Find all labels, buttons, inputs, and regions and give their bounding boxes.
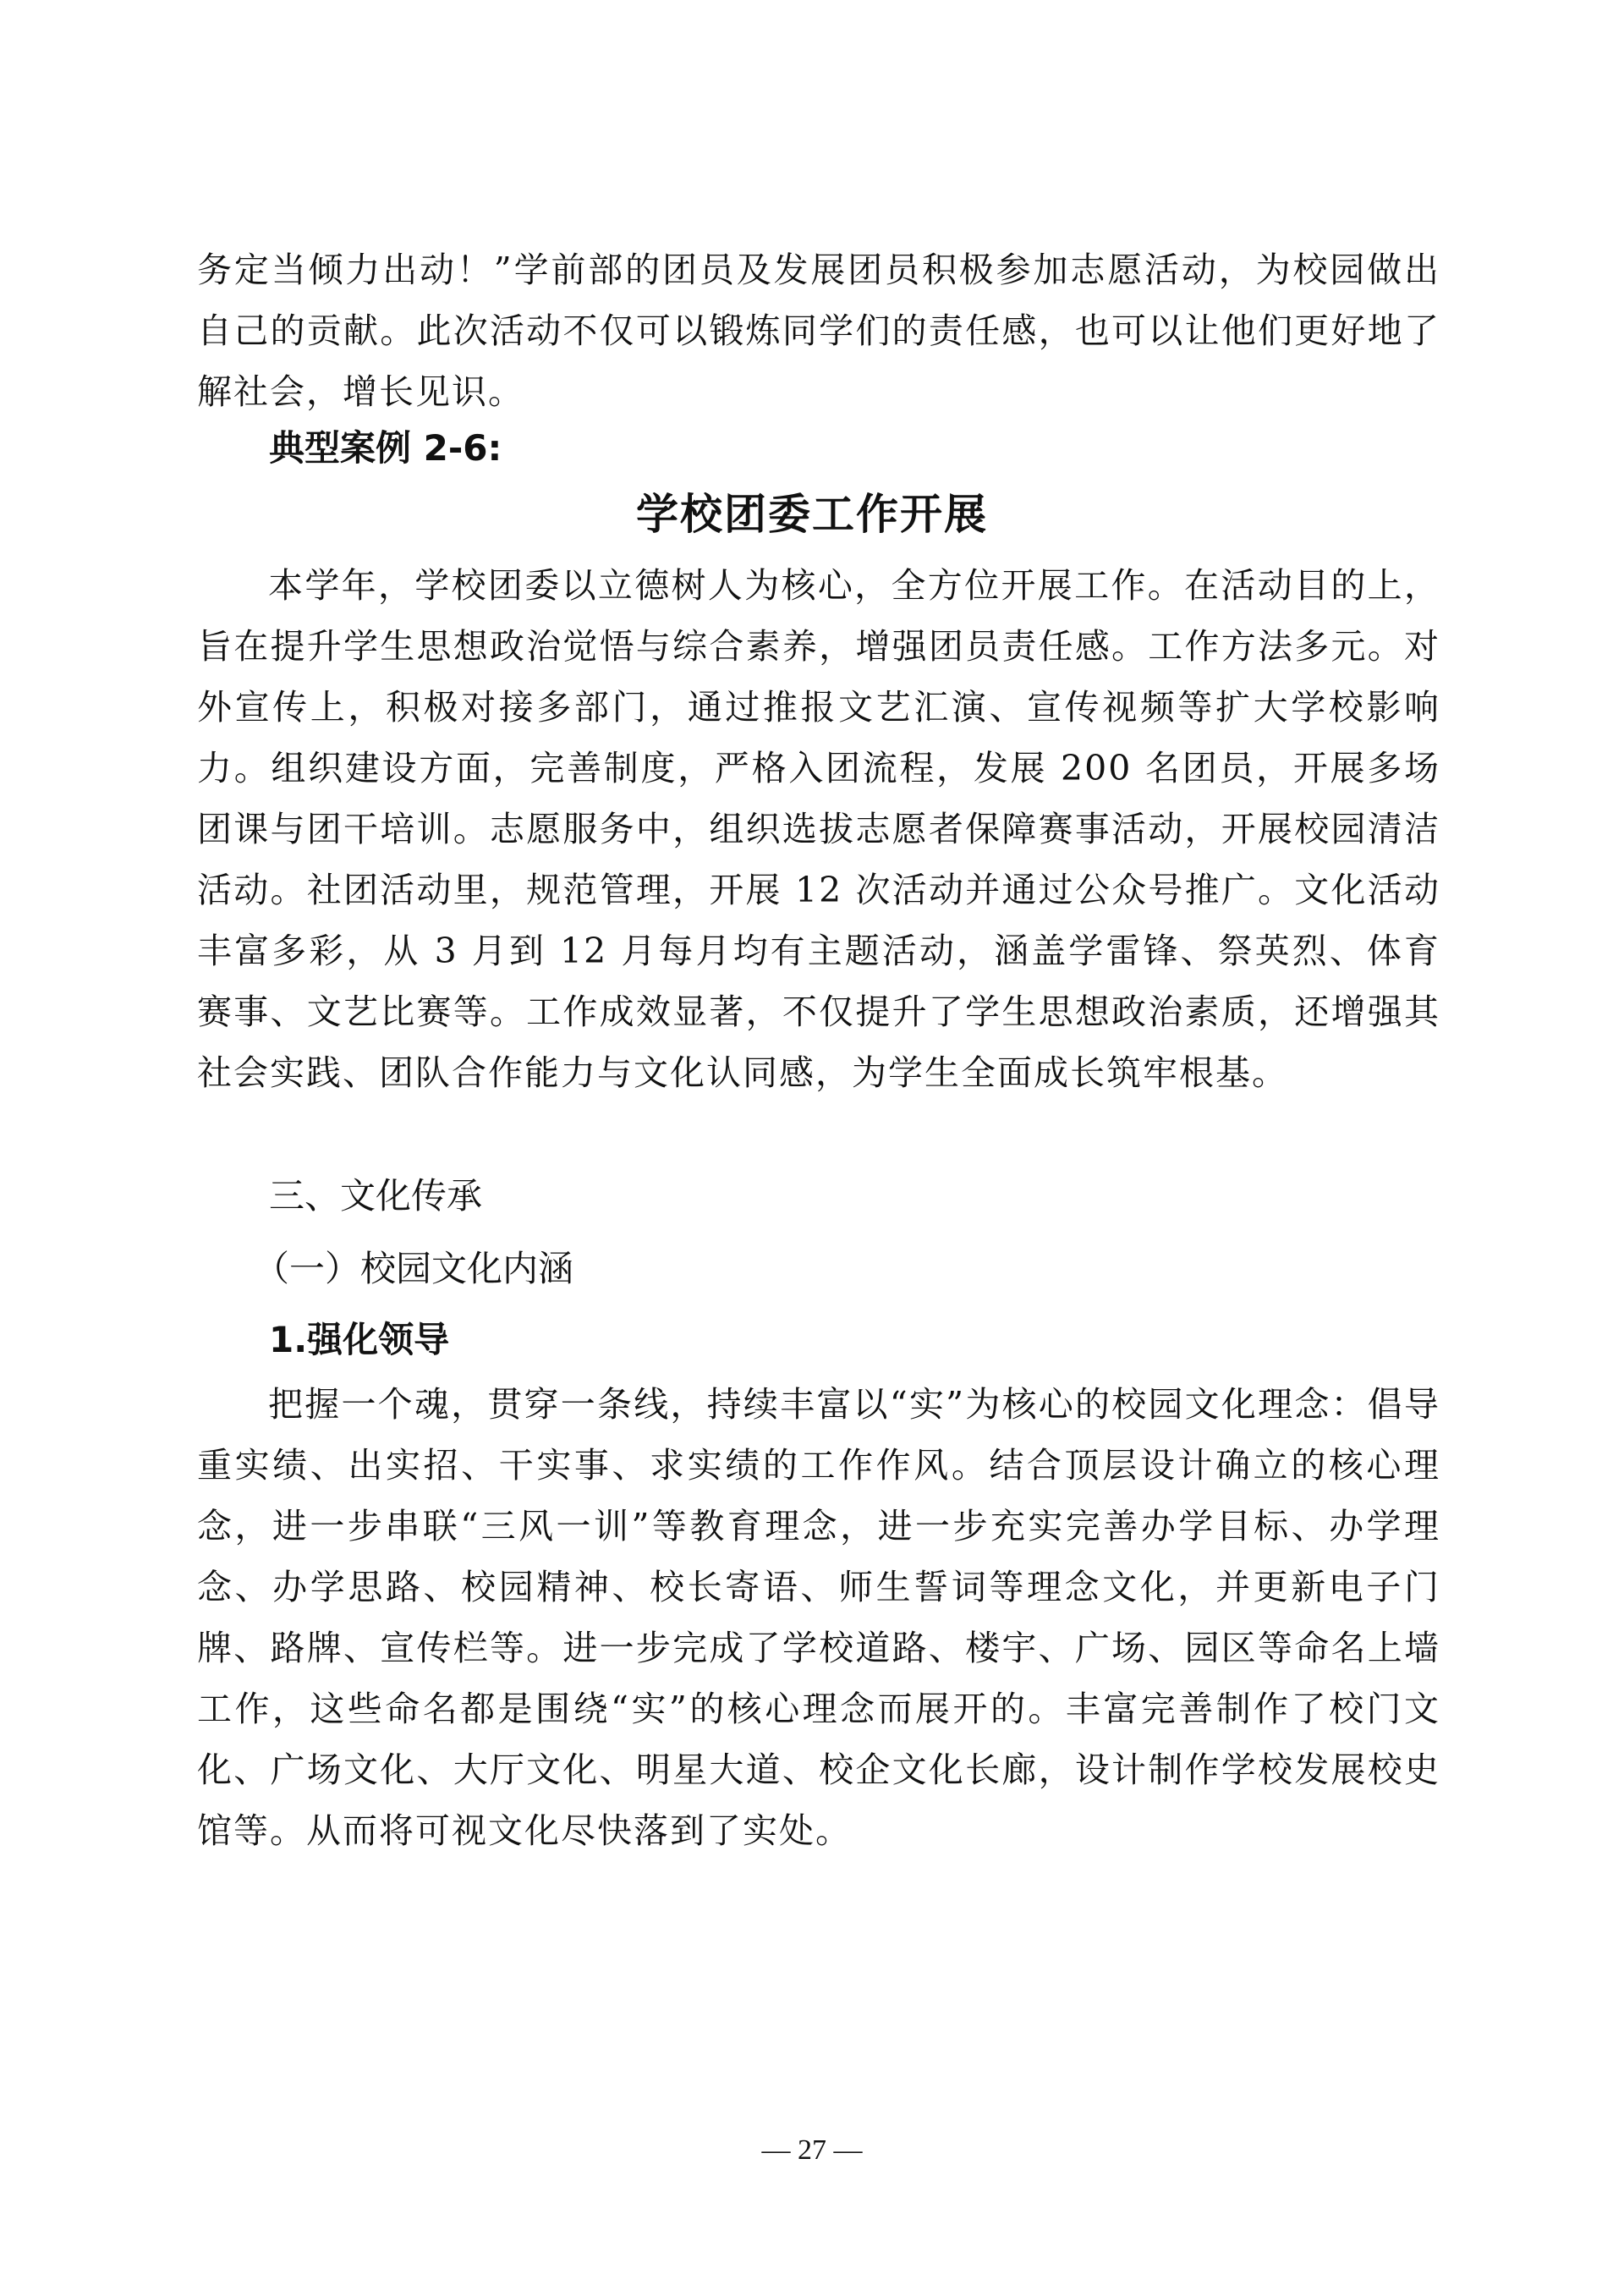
intro-paragraph: 务定当倾力出动！”学前部的团员及发展团员积极参加志愿活动，为校园做出自己的贡献。此次活动不仅可以锻炼同学们的责任感，也可以让他们更好地了解社会，增长见识。 <box>197 250 1440 412</box>
case-label: 典型案例 2-6: <box>269 427 502 469</box>
section-heading: 三、文化传承 <box>269 1175 483 1217</box>
case-title: 学校团委工作开展 <box>636 490 988 539</box>
subsection-heading: （一）校园文化内涵 <box>254 1248 574 1289</box>
item-heading: 1.强化领导 <box>269 1319 450 1360</box>
culture-paragraph: 把握一个魂，贯穿一条线，持续丰富以“实”为核心的校园文化理念：倡导重实绩、出实招、干实事、求实绩的工作作风。结合顶层设计确立的核心理念，进一步串联“三风一训”等教育理念，进一步充实完善办学目标、办学理念、办学思路、校园精神、校长寄语、师生誓词等理念文化，并更新电子门牌、路牌、宣传栏等。进一步完成了学校道路、楼宇、广场、园区等命名上墙工作，这些命名都是围绕“实”的核心理念而展开的。丰富完善制作了校门文化、广场文化、大厅文化、明星大道、校企文化长廊，设计制作学校发展校史馆等。从而将可视文化尽快落到了实处。 <box>197 1384 1440 1851</box>
case-paragraph: 本学年，学校团委以立德树人为核心，全方位开展工作。在活动目的上，旨在提升学生思想政治觉悟与综合素养，增强团员责任感。工作方法多元。对外宣传上，积极对接多部门，通过推报文艺汇演、宣传视频等扩大学校影响力。组织建设方面，完善制度，严格入团流程，发展 200 名团员，开展多场团课与团干培训。志愿服务中，组织选拔志愿者保障赛事活动，开展校园清洁活动。社团活动里，规范管理，开展 12 次活动并通过公众号推广。文化活动丰富多彩，从 3 月到 12 月每月均有主题活动，涵盖学雷锋、祭英烈、体育赛事、文艺比赛等。工作成效显著，不仅提升了学生思想政治素质，还增强其社会实践、团队合作能力与文化认同感，为学生全面成长筑牢根基。 <box>197 565 1440 1093</box>
page-number: — 27 — <box>761 2134 863 2166</box>
